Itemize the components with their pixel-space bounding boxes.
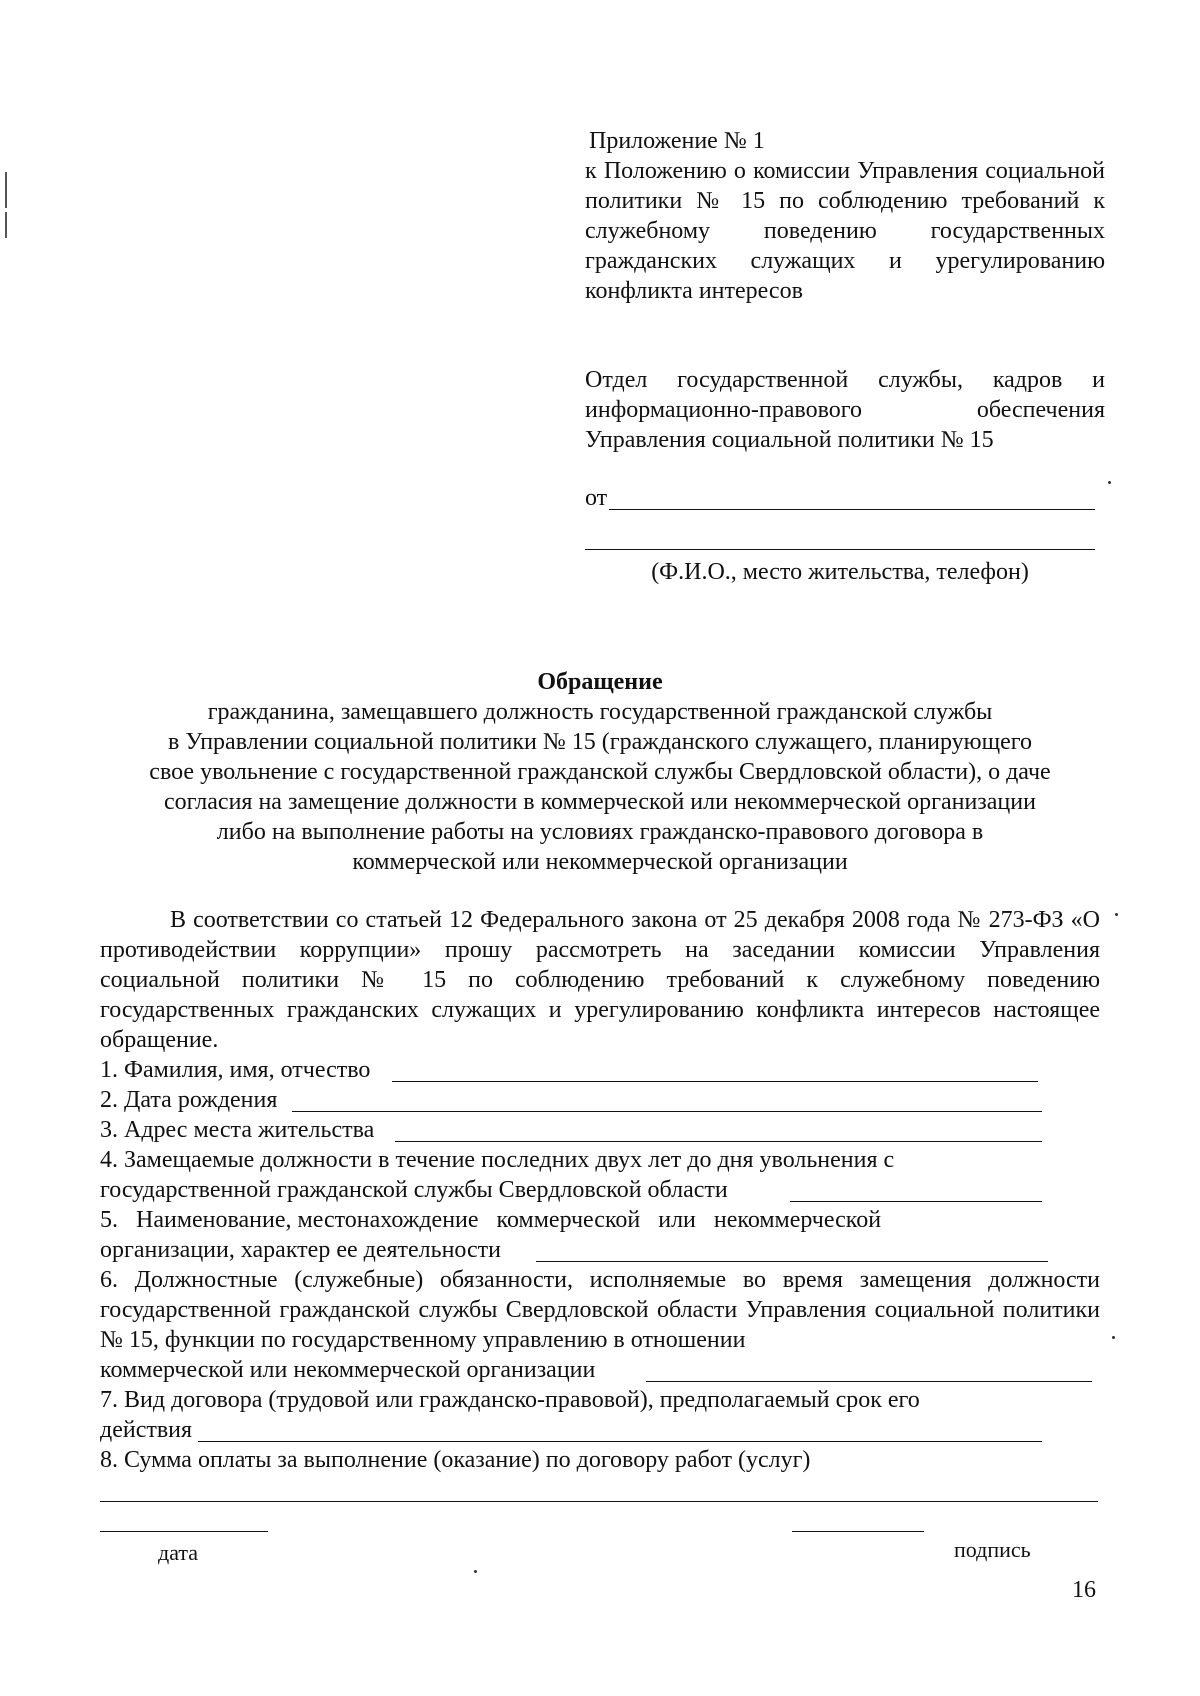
document-heading: Обращение [537,669,663,695]
blank-line [292,1111,1042,1112]
form-item-8 [100,1445,1100,1475]
blank-line [790,1201,1042,1202]
item-label: 5. Наименование, местонахождение коммерческой или некоммерческой [100,1207,882,1233]
scan-speck [474,1570,477,1573]
scan-mark [5,212,7,238]
form-item-4-cont [100,1175,1100,1205]
from-blank-line [609,509,1095,510]
subheading-line: гражданина, замещавшего должность государственной гражданской службы [207,699,993,725]
appendix-title: Приложение № 1 [589,128,765,154]
scan-speck [1115,913,1118,916]
appendix-reference [585,126,1105,306]
item-label: коммерческой или некоммерческой организации [100,1357,596,1383]
appendix-text [585,156,1105,306]
blank-line [100,1501,1098,1502]
appendix-line: требований к служебному поведению [585,188,1106,244]
date-line [100,1531,268,1532]
subheading-line: либо на выполнение работы на условиях гражданско-правового договора в [216,819,984,845]
blank-line [392,1081,1038,1082]
subheading-line: свое увольнение с государственной гражданской службы Свердловской области), о даче [149,759,1051,785]
item-label: действия [100,1417,193,1443]
form-item-6-cont [100,1355,1100,1385]
form-item-7-cont [100,1415,1100,1445]
blank-line [536,1261,1048,1262]
date-caption: дата [158,1540,199,1565]
scan-speck [1112,1336,1115,1339]
intro-paragraph: В соответствии со статьей 12 Федерального закона от 25 декабря 2008 года № 273-ФЗ «О противодействии коррупции» прошу рассмотреть на заседании комиссии Управления социальной политики № 15 по соблюдению требований к служебному поведению государственных гражданских служащих и урегулированию конфликта интересов настоящее обращение. [100,907,1100,1053]
subheading-line: в Управлении социальной политики № 15 (гражданского служащего, планирующего [168,729,1032,755]
form-item-2 [100,1085,1100,1115]
from-blank-line-2 [585,549,1095,550]
appendix-line: к Положению о комиссии Управления [585,158,979,184]
item-label: 8. Сумма оплаты за выполнение (оказание) по договору работ (услуг) [100,1447,811,1473]
item-label: 3. Адрес места жительства [100,1117,375,1143]
page-number: 16 [1072,1577,1096,1603]
item-label: 2. Дата рождения [100,1087,278,1113]
from-caption: (Ф.И.О., место жительства, телефон) [651,559,1029,585]
subheading-line: согласия на замещение должности в коммерческой или некоммерческой организации [164,789,1036,815]
item-label: 7. Вид договора (трудовой или гражданско-правовой), предполагаемый срок его [100,1387,920,1413]
signature-line [792,1531,924,1532]
subheading-line: коммерческой или некоммерческой организации [352,849,848,875]
item-label: 1. Фамилия, имя, отчество [100,1057,371,1083]
form-item-4 [100,1145,1100,1175]
department-line: Отдел государственной службы, кадров и [585,367,1105,393]
form-item-5-cont [100,1235,1100,1265]
department-line: информационно-правового обеспечения [585,397,1105,423]
form-item-7 [100,1385,1100,1415]
from-field [585,483,1095,513]
form-item-3 [100,1115,1100,1145]
department-line: Управления социальной политики № 15 [585,427,994,453]
document-body [100,905,1100,1505]
item-label: государственной гражданской службы Свердловской области [100,1177,728,1203]
form-item-1 [100,1055,1100,1085]
blank-line [646,1381,1092,1382]
scan-mark [5,172,7,208]
from-label: от [585,485,608,511]
document-subheading [100,697,1100,877]
blank-line [198,1441,1042,1442]
form-item-8-cont [100,1475,1100,1505]
form-item-5 [100,1205,1100,1235]
scan-speck [1108,481,1111,484]
signature-caption: подпись [954,1537,1031,1562]
addressee-department [585,365,1105,455]
blank-line [395,1141,1042,1142]
item-label: организации, характер ее деятельности [100,1237,502,1263]
appendix-line: государственных гражданских служащих и [585,218,1105,274]
form-item-6: 6. Должностные (служебные) обязанности, исполняемые во время замещения должности государственной гражданской службы Свердловской области Управления социальной политики № 15, функции по государственному управлению в отношении [100,1267,1100,1353]
appendix-line: урегулированию конфликта интересов [585,248,1106,304]
appendix-line: социальной политики № 15 по соблюдению [585,158,1105,214]
item-label: 4. Замещаемые должности в течение последних двух лет до дня увольнения с [100,1147,895,1173]
